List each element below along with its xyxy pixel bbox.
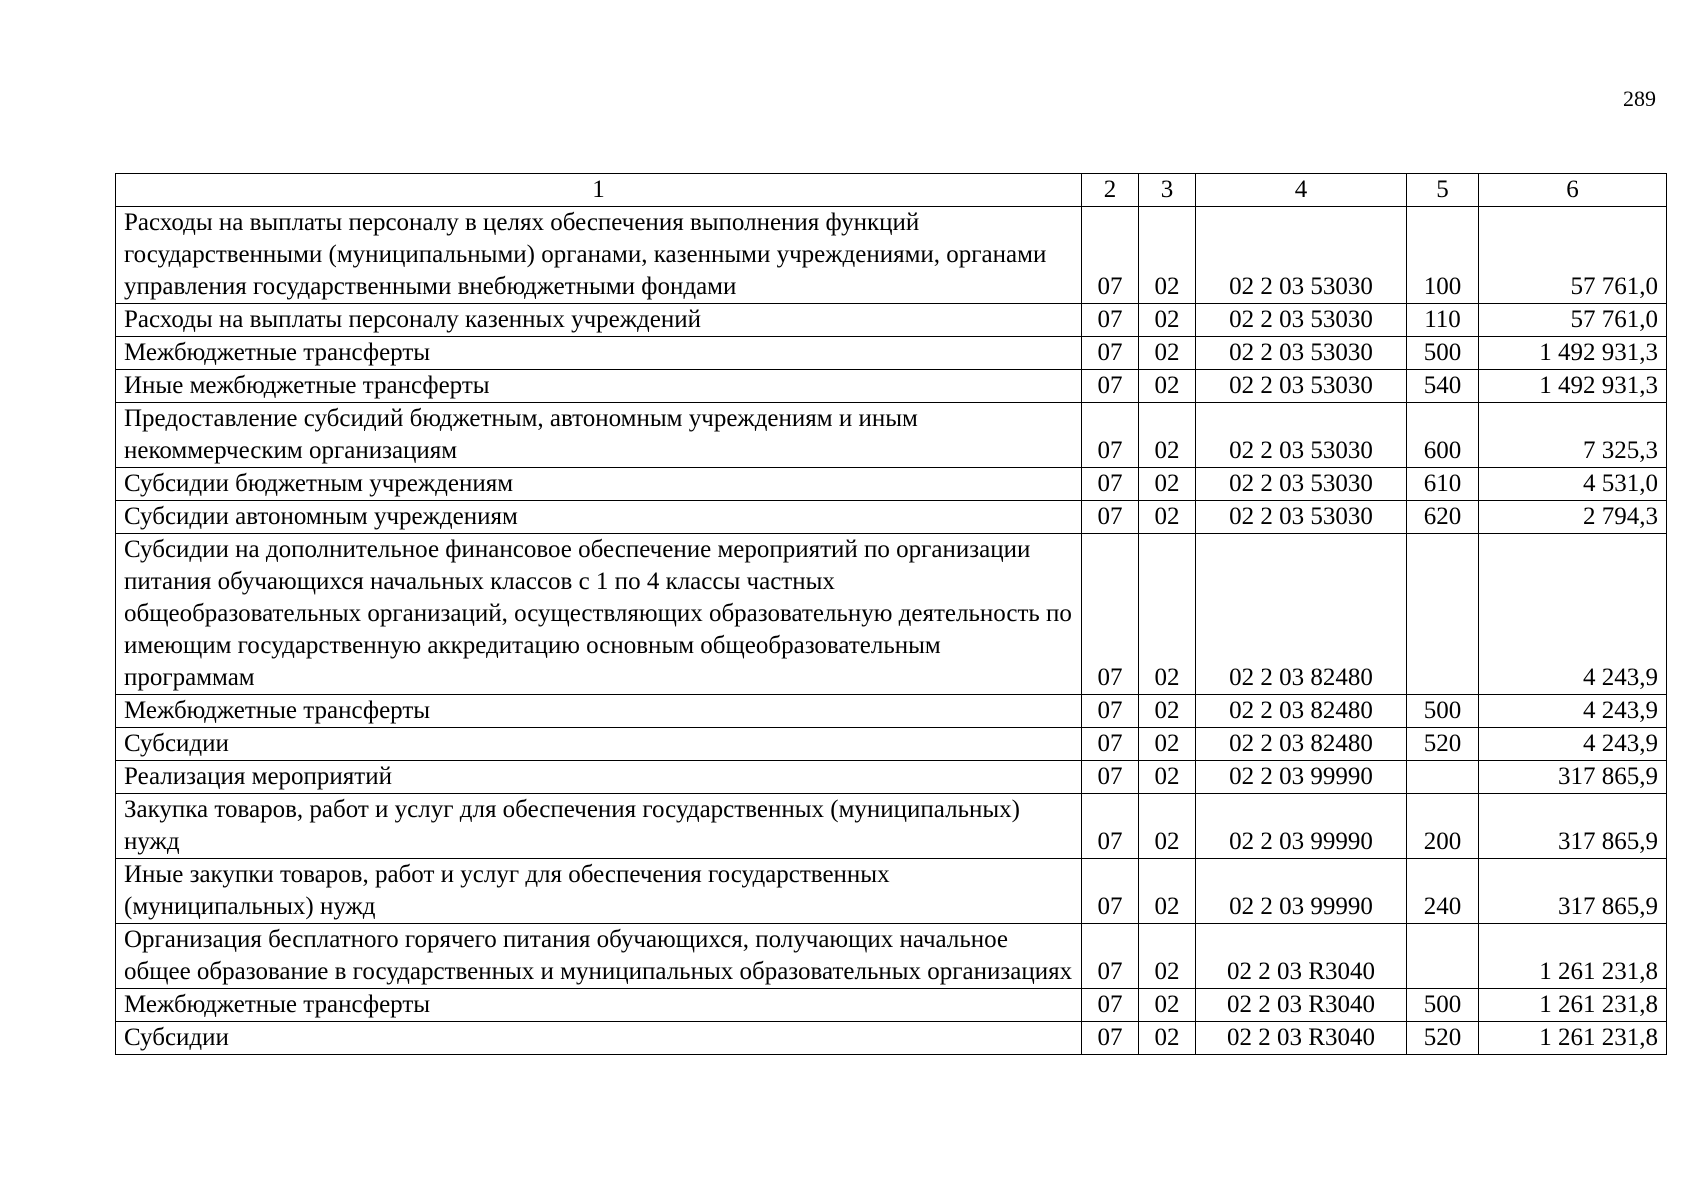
row-target-article: 02 2 03 82480 [1196,728,1407,761]
row-section: 07 [1082,695,1139,728]
row-subsection: 02 [1139,468,1196,501]
row-section: 07 [1082,501,1139,534]
header-col-4: 4 [1196,174,1407,207]
row-amount: 1 261 231,8 [1479,1022,1667,1055]
row-name: Закупка товаров, работ и услуг для обеспечения государственных (муниципальных) нужд [116,794,1082,859]
row-expense-type: 500 [1407,337,1479,370]
table-header [116,174,1667,207]
row-amount: 1 261 231,8 [1479,924,1667,989]
row-amount: 4 531,0 [1479,468,1667,501]
header-col-3: 3 [1139,174,1196,207]
row-amount: 1 261 231,8 [1479,989,1667,1022]
row-amount: 4 243,9 [1479,728,1667,761]
row-amount: 317 865,9 [1479,859,1667,924]
row-amount: 1 492 931,3 [1479,370,1667,403]
row-expense-type: 100 [1407,207,1479,304]
row-section: 07 [1082,728,1139,761]
row-target-article: 02 2 03 R3040 [1196,924,1407,989]
row-name: Реализация мероприятий [116,761,1082,794]
row-subsection: 02 [1139,1022,1196,1055]
row-subsection: 02 [1139,794,1196,859]
row-target-article: 02 2 03 99990 [1196,761,1407,794]
row-amount: 317 865,9 [1479,794,1667,859]
table-row [116,468,1667,501]
table-row [116,534,1667,695]
row-target-article: 02 2 03 53030 [1196,468,1407,501]
row-expense-type: 500 [1407,989,1479,1022]
row-subsection: 02 [1139,370,1196,403]
row-expense-type [1407,924,1479,989]
row-expense-type: 520 [1407,728,1479,761]
row-target-article: 02 2 03 99990 [1196,794,1407,859]
row-target-article: 02 2 03 53030 [1196,337,1407,370]
row-expense-type: 620 [1407,501,1479,534]
header-col-1: 1 [116,174,1082,207]
row-target-article: 02 2 03 53030 [1196,370,1407,403]
row-section: 07 [1082,794,1139,859]
row-name: Предоставление субсидий бюджетным, автономным учреждениям и иным некоммерческим организациям [116,403,1082,468]
row-amount: 57 761,0 [1479,207,1667,304]
row-section: 07 [1082,304,1139,337]
table-row [116,337,1667,370]
row-expense-type: 540 [1407,370,1479,403]
page-number: 289 [1623,86,1656,111]
row-amount: 7 325,3 [1479,403,1667,468]
row-expense-type: 610 [1407,468,1479,501]
row-subsection: 02 [1139,761,1196,794]
row-subsection: 02 [1139,534,1196,695]
row-subsection: 02 [1139,304,1196,337]
row-expense-type: 200 [1407,794,1479,859]
row-expense-type [1407,534,1479,695]
row-expense-type: 600 [1407,403,1479,468]
row-section: 07 [1082,370,1139,403]
table-row [116,304,1667,337]
row-target-article: 02 2 03 99990 [1196,859,1407,924]
row-name: Иные межбюджетные трансферты [116,370,1082,403]
row-name: Субсидии [116,1022,1082,1055]
row-amount: 4 243,9 [1479,695,1667,728]
row-name: Субсидии автономным учреждениям [116,501,1082,534]
table-body [116,207,1667,1055]
row-target-article: 02 2 03 82480 [1196,534,1407,695]
row-amount: 57 761,0 [1479,304,1667,337]
row-section: 07 [1082,534,1139,695]
row-name: Субсидии [116,728,1082,761]
table-row [116,1022,1667,1055]
row-expense-type: 240 [1407,859,1479,924]
row-subsection: 02 [1139,337,1196,370]
row-amount: 2 794,3 [1479,501,1667,534]
table-row [116,501,1667,534]
row-name: Субсидии бюджетным учреждениям [116,468,1082,501]
row-target-article: 02 2 03 R3040 [1196,1022,1407,1055]
row-name: Межбюджетные трансферты [116,695,1082,728]
table-row [116,370,1667,403]
row-name: Межбюджетные трансферты [116,989,1082,1022]
row-target-article: 02 2 03 82480 [1196,695,1407,728]
row-section: 07 [1082,761,1139,794]
row-section: 07 [1082,403,1139,468]
row-section: 07 [1082,1022,1139,1055]
table-row [116,695,1667,728]
row-section: 07 [1082,337,1139,370]
row-name: Иные закупки товаров, работ и услуг для обеспечения государственных (муниципальных) нужд [116,859,1082,924]
table-row [116,924,1667,989]
row-target-article: 02 2 03 R3040 [1196,989,1407,1022]
budget-table [115,173,1667,1055]
header-row [116,174,1667,207]
row-subsection: 02 [1139,728,1196,761]
row-subsection: 02 [1139,695,1196,728]
row-subsection: 02 [1139,924,1196,989]
row-expense-type: 520 [1407,1022,1479,1055]
table-row [116,403,1667,468]
row-name: Расходы на выплаты персоналу казенных учреждений [116,304,1082,337]
row-name: Межбюджетные трансферты [116,337,1082,370]
row-expense-type: 110 [1407,304,1479,337]
row-section: 07 [1082,924,1139,989]
header-col-2: 2 [1082,174,1139,207]
row-name: Организация бесплатного горячего питания обучающихся, получающих начальное общее образование в государственных и муниципальных образовательных организациях [116,924,1082,989]
row-subsection: 02 [1139,989,1196,1022]
row-target-article: 02 2 03 53030 [1196,501,1407,534]
table-row [116,989,1667,1022]
row-amount: 4 243,9 [1479,534,1667,695]
row-target-article: 02 2 03 53030 [1196,207,1407,304]
table-row [116,728,1667,761]
row-subsection: 02 [1139,207,1196,304]
header-col-6: 6 [1479,174,1667,207]
row-subsection: 02 [1139,403,1196,468]
row-target-article: 02 2 03 53030 [1196,304,1407,337]
table-row [116,859,1667,924]
row-expense-type: 500 [1407,695,1479,728]
table-row [116,207,1667,304]
row-subsection: 02 [1139,859,1196,924]
row-amount: 1 492 931,3 [1479,337,1667,370]
row-section: 07 [1082,207,1139,304]
row-name: Субсидии на дополнительное финансовое обеспечение мероприятий по организации питания обучающихся начальных классов с 1 по 4 классы частных общеобразовательных организаций, осуществляющих образовательную деятельность по имеющим государственную аккредитацию основным общеобразовательным программам [116,534,1082,695]
table-row [116,761,1667,794]
row-amount: 317 865,9 [1479,761,1667,794]
row-name: Расходы на выплаты персоналу в целях обеспечения выполнения функций государственными (муниципальными) органами, казенными учреждениями, органами управления государственными внебюджетными фондами [116,207,1082,304]
row-section: 07 [1082,468,1139,501]
table-row [116,794,1667,859]
row-target-article: 02 2 03 53030 [1196,403,1407,468]
header-col-5: 5 [1407,174,1479,207]
row-section: 07 [1082,859,1139,924]
row-subsection: 02 [1139,501,1196,534]
row-section: 07 [1082,989,1139,1022]
row-expense-type [1407,761,1479,794]
